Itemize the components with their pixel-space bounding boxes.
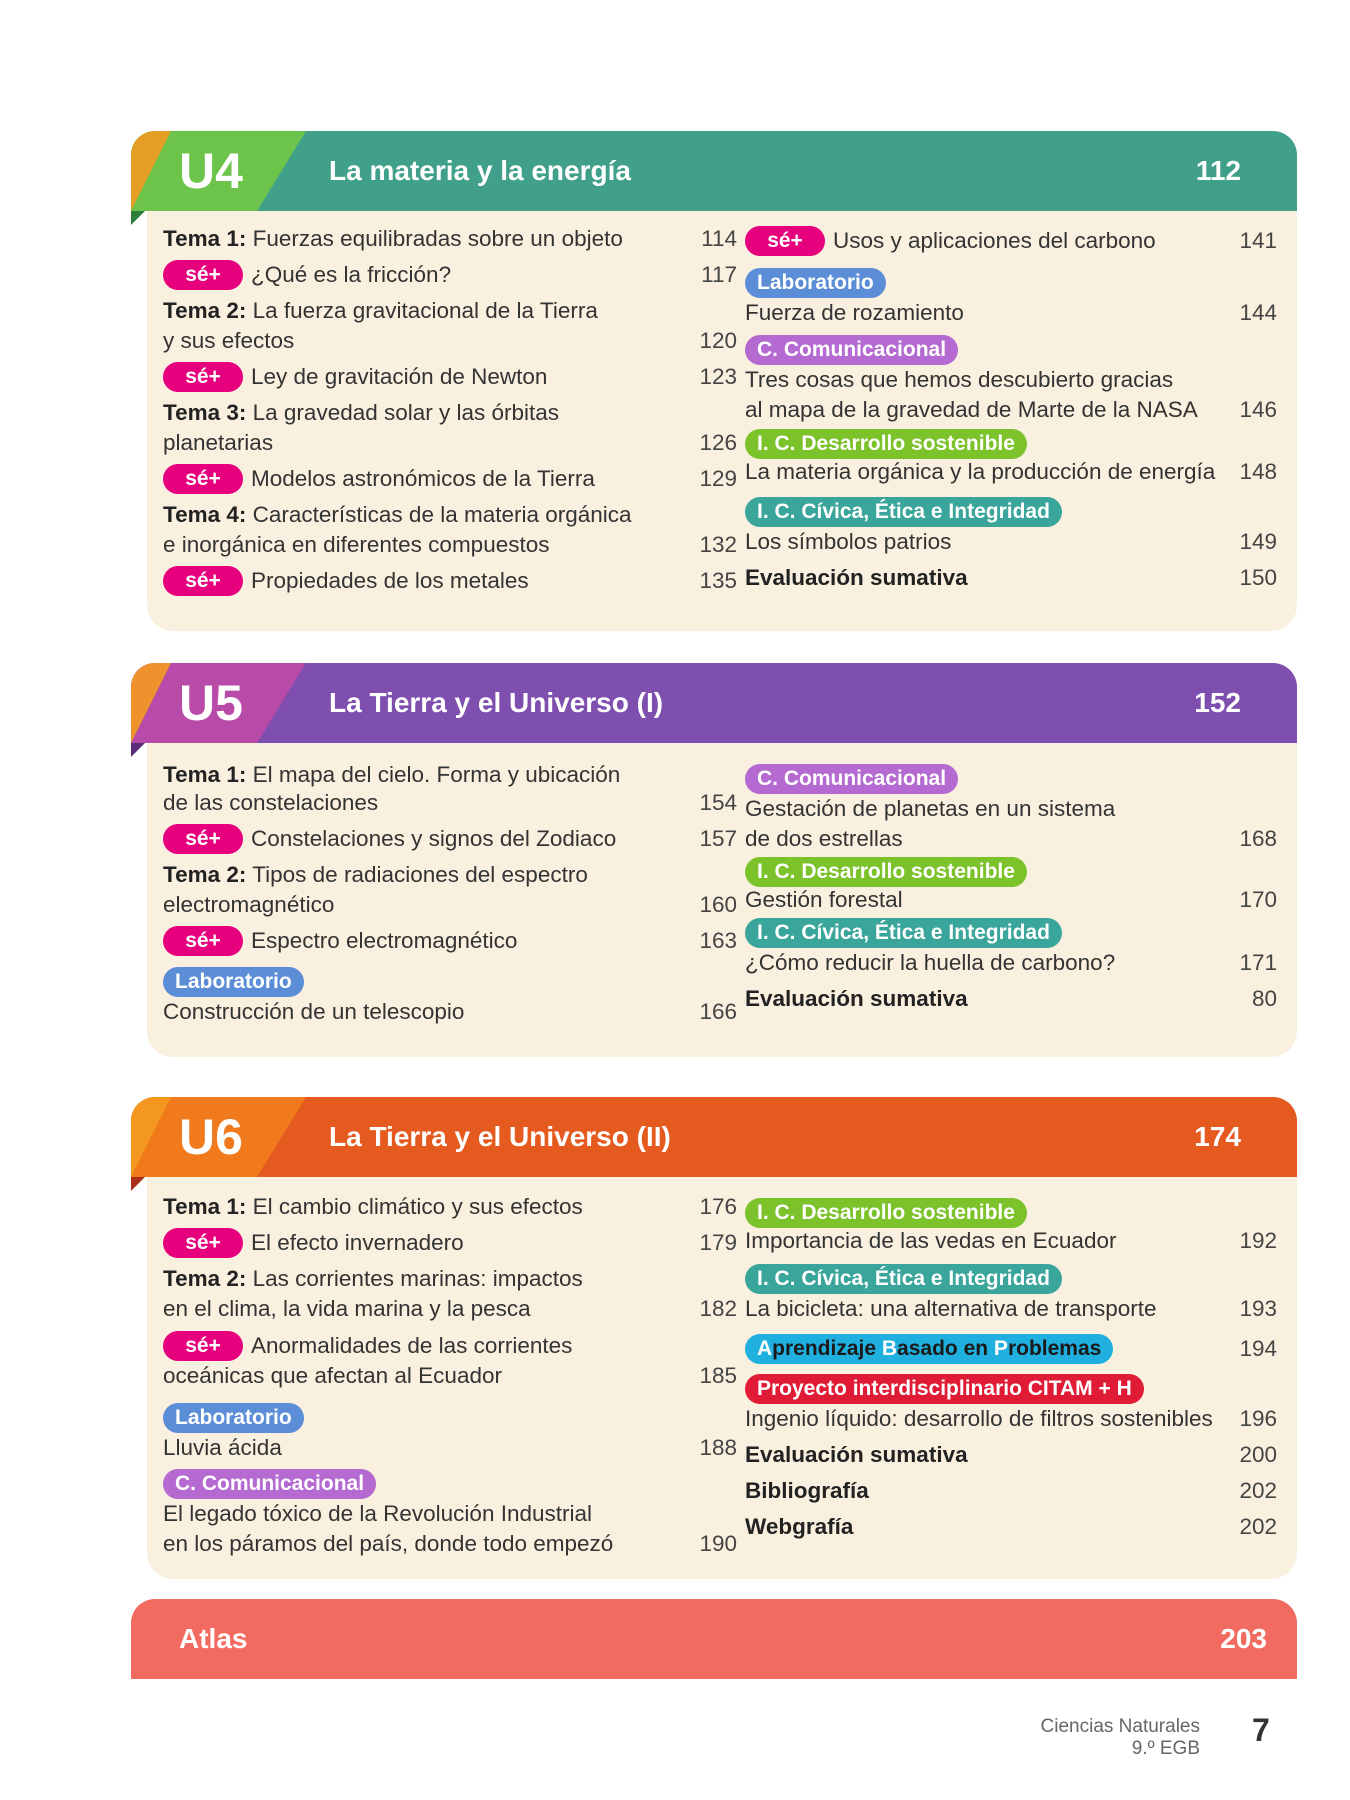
unit-content-u6 <box>147 1177 1297 1579</box>
toc-entry-bold[interactable]: Bibliografía <box>745 1478 869 1503</box>
page-number: 148 <box>1239 459 1277 484</box>
desarrollo-sostenible-badge: I. C. Desarrollo sostenible <box>745 1198 1027 1228</box>
page-number: 126 <box>699 430 737 455</box>
page-number: 176 <box>699 1194 737 1219</box>
comunicacional-badge: C. Comunicacional <box>745 335 958 365</box>
se-badge: sé+ <box>163 926 243 956</box>
toc-entry[interactable]: Tema 2: Las corrientes marinas: impactos <box>163 1266 583 1291</box>
toc-entry[interactable]: La bicicleta: una alternativa de transporte <box>745 1296 1157 1321</box>
page-number: 123 <box>699 364 737 389</box>
toc-entry-cont: en los páramos del país, donde todo empezó <box>163 1531 614 1556</box>
toc-entry[interactable]: El efecto invernadero <box>251 1230 464 1255</box>
laboratorio-badge: Laboratorio <box>163 1403 304 1433</box>
atlas-band[interactable] <box>131 1599 1297 1679</box>
toc-entry[interactable]: El legado tóxico de la Revolución Industrial <box>163 1501 593 1526</box>
page-number: 171 <box>1239 950 1277 975</box>
page-number: 166 <box>699 999 737 1024</box>
toc-entry-bold[interactable]: Webgrafía <box>745 1514 854 1539</box>
page-number: 179 <box>699 1230 737 1255</box>
page-number: 196 <box>1239 1406 1277 1431</box>
toc-entry[interactable]: Gestación de planetas en un sistema <box>745 796 1116 821</box>
toc-entry-cont: de las constelaciones <box>163 790 379 815</box>
toc-entry[interactable]: Ley de gravitación de Newton <box>251 364 548 389</box>
unit-header-u5 <box>131 663 1297 743</box>
desarrollo-sostenible-badge: I. C. Desarrollo sostenible <box>745 857 1027 887</box>
page-number: 154 <box>699 790 737 815</box>
toc-entry-cont: de dos estrellas <box>745 826 903 851</box>
page-number: 193 <box>1239 1296 1277 1321</box>
toc-entry[interactable]: Constelaciones y signos del Zodiaco <box>251 826 617 851</box>
page-number: 170 <box>1239 887 1277 912</box>
page-number: 135 <box>699 568 737 593</box>
footer-subject: Ciencias Naturales <box>1040 1716 1200 1737</box>
page-number: 202 <box>1239 1478 1277 1503</box>
toc-entry[interactable]: ¿Qué es la fricción? <box>251 262 452 287</box>
toc-entry[interactable]: Espectro electromagnético <box>251 928 518 953</box>
toc-entry[interactable]: Tema 1: Fuerzas equilibradas sobre un objeto <box>163 226 623 251</box>
atlas-title: Atlas <box>179 1623 248 1654</box>
unit-code: U4 <box>179 143 243 199</box>
toc-entry[interactable]: Tema 2: La fuerza gravitacional de la Tierra <box>163 298 598 323</box>
page-number: 149 <box>1239 529 1277 554</box>
unit-content-u5 <box>147 743 1297 1057</box>
page-number: 182 <box>699 1296 737 1321</box>
toc-entry-cont: planetarias <box>163 430 274 455</box>
page-number: 194 <box>1239 1336 1277 1361</box>
toc-entry[interactable]: Tema 2: Tipos de radiaciones del espectro <box>163 862 588 887</box>
comunicacional-badge: C. Comunicacional <box>163 1469 376 1499</box>
se-badge: sé+ <box>163 464 243 494</box>
toc-entry-cont: electromagnético <box>163 892 335 917</box>
se-badge: sé+ <box>163 824 243 854</box>
unit-title: La Tierra y el Universo (II) <box>329 1121 671 1152</box>
page-number: 192 <box>1239 1228 1277 1253</box>
se-badge: sé+ <box>745 226 825 256</box>
unit-title: La Tierra y el Universo (I) <box>329 687 664 718</box>
footer-grade: 9.º EGB <box>1131 1738 1200 1759</box>
desarrollo-sostenible-badge: I. C. Desarrollo sostenible <box>745 429 1027 459</box>
page-number: 80 <box>1251 986 1277 1011</box>
unit-code: U6 <box>179 1109 243 1165</box>
toc-entry[interactable]: La materia orgánica y la producción de energía <box>745 459 1216 484</box>
toc-entry[interactable]: Los símbolos patrios <box>745 529 952 554</box>
page-number: 132 <box>699 532 737 557</box>
toc-entry-cont: al mapa de la gravedad de Marte de la NASA <box>745 397 1198 422</box>
page-number: 129 <box>699 466 737 491</box>
se-badge: sé+ <box>163 260 243 290</box>
toc-entry[interactable]: Tema 3: La gravedad solar y las órbitas <box>163 400 560 425</box>
toc-entry[interactable]: Usos y aplicaciones del carbono <box>833 228 1156 253</box>
toc-entry-bold[interactable]: Evaluación sumativa <box>745 986 968 1011</box>
unit-page: 152 <box>1194 687 1241 718</box>
page-number: 141 <box>1239 228 1277 253</box>
laboratorio-badge: Laboratorio <box>163 967 304 997</box>
toc-entry[interactable]: Tema 1: El cambio climático y sus efectos <box>163 1194 583 1219</box>
page-number: 144 <box>1239 300 1277 325</box>
civica-badge: I. C. Cívica, Ética e Integridad <box>745 1264 1062 1294</box>
page-number: 200 <box>1239 1442 1277 1467</box>
aprendizaje-basado-problemas-badge[interactable]: Aprendizaje Basado en Problemas <box>745 1334 1113 1364</box>
se-badge: sé+ <box>163 566 243 596</box>
toc-entry-cont: oceánicas que afectan al Ecuador <box>163 1363 502 1388</box>
unit-page: 174 <box>1194 1121 1241 1152</box>
toc-entry[interactable]: Importancia de las vedas en Ecuador <box>745 1228 1117 1253</box>
page-number: 117 <box>701 262 737 287</box>
page-number: 163 <box>699 928 737 953</box>
civica-badge: I. C. Cívica, Ética e Integridad <box>745 918 1062 948</box>
page-number: 114 <box>701 226 737 251</box>
toc-entry-cont: en el clima, la vida marina y la pesca <box>163 1296 531 1321</box>
unit-title: La materia y la energía <box>329 155 631 186</box>
toc-entry[interactable]: Construcción de un telescopio <box>163 999 465 1024</box>
toc-entry[interactable]: Fuerza de rozamiento <box>745 300 964 325</box>
toc-entry-cont: y sus efectos <box>163 328 295 353</box>
toc-entry[interactable]: Tema 4: Características de la materia orgánica <box>163 502 632 527</box>
page-number: 202 <box>1239 1514 1277 1539</box>
page-number: 150 <box>1239 565 1277 590</box>
atlas-page: 203 <box>1220 1623 1267 1654</box>
unit-content-u4 <box>147 211 1297 631</box>
page-number: 157 <box>699 826 737 851</box>
page-number: 146 <box>1239 397 1277 422</box>
comunicacional-badge: C. Comunicacional <box>745 764 958 794</box>
se-badge: sé+ <box>163 1331 243 1361</box>
page-folio: 7 <box>1252 1712 1270 1748</box>
toc-entry[interactable]: ¿Cómo reducir la huella de carbono? <box>745 950 1116 975</box>
toc-entry[interactable]: Lluvia ácida <box>163 1435 282 1460</box>
civica-badge: I. C. Cívica, Ética e Integridad <box>745 497 1062 527</box>
proyecto-citam-badge: Proyecto interdisciplinario CITAM + H <box>745 1374 1144 1404</box>
page-number: 168 <box>1239 826 1277 851</box>
toc-entry-cont: e inorgánica en diferentes compuestos <box>163 532 550 557</box>
toc-entry[interactable]: Anormalidades de las corrientes <box>251 1333 573 1358</box>
toc-entry[interactable]: Tema 1: El mapa del cielo. Forma y ubicación <box>163 762 621 787</box>
toc-entry-bold[interactable]: Evaluación sumativa <box>745 565 968 590</box>
page-number: 120 <box>699 328 737 353</box>
toc-entry[interactable]: Gestión forestal <box>745 887 903 912</box>
toc-entry[interactable]: Modelos astronómicos de la Tierra <box>251 466 595 491</box>
page-number: 185 <box>699 1363 737 1388</box>
toc-entry-bold[interactable]: Evaluación sumativa <box>745 1442 968 1467</box>
page-number: 160 <box>699 892 737 917</box>
se-badge: sé+ <box>163 362 243 392</box>
toc-entry[interactable]: Ingenio líquido: desarrollo de filtros sostenibles <box>745 1406 1213 1431</box>
unit-header-u6 <box>131 1097 1297 1177</box>
toc-entry[interactable]: Propiedades de los metales <box>251 568 529 593</box>
unit-header-u4 <box>131 131 1297 211</box>
laboratorio-badge: Laboratorio <box>745 268 886 298</box>
page-number: 190 <box>699 1531 737 1556</box>
se-badge: sé+ <box>163 1228 243 1258</box>
toc-entry[interactable]: Tres cosas que hemos descubierto gracias <box>745 367 1174 392</box>
unit-code: U5 <box>179 675 243 731</box>
page-number: 188 <box>699 1435 737 1460</box>
unit-page: 112 <box>1195 155 1241 186</box>
